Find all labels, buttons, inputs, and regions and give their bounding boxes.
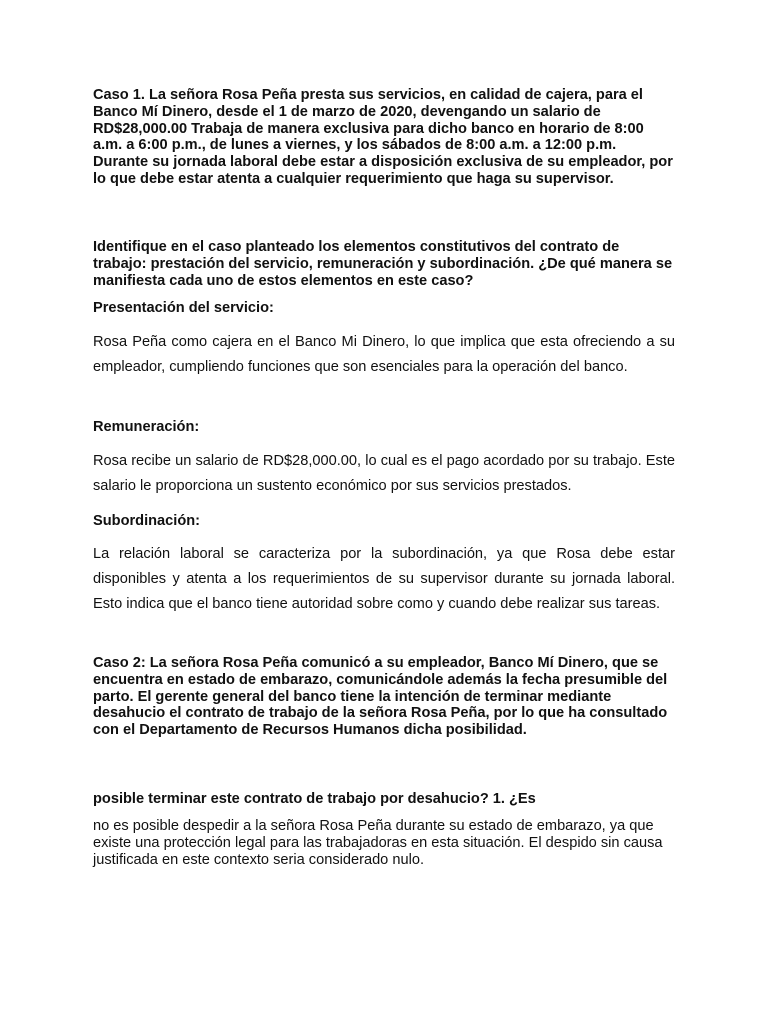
case-1-statement: Caso 1. La señora Rosa Peña presta sus servicios, en calidad de cajera, para el Banco Mí Dinero, desde el 1 de marzo de 2020, devengando un salario de RD$28,000.00 Trabaja de manera exclusiva para dicho banco en horario de 8:00 a.m. a 6:00 p.m., de lunes a viernes, y los sábados de 8:00 a.m. a 12:00 p.m. Durante su jornada laboral debe estar a disposición exclusiva de su empleador, por lo que debe estar atenta a cualquier requerimiento que haga su supervisor. xyxy=(93,87,673,187)
servicio-heading: Presentación del servicio: xyxy=(93,300,274,316)
question-2: posible terminar este contrato de trabajo por desahucio? 1. ¿Es xyxy=(93,791,536,807)
case-2-statement: Caso 2: La señora Rosa Peña comunicó a su empleador, Banco Mí Dinero, que se encuentra en estado de embarazo, comunicándole además la fecha presumible del parto. El gerente general del banco tiene la intención de terminar mediante desahucio el contrato de trabajo de la señora Rosa Peña, por lo que ha consultado con el Departamento de Recursos Humanos dicha posibilidad. xyxy=(93,655,668,739)
subordinacion-heading: Subordinación: xyxy=(93,513,201,529)
subordinacion-paragraph: La relación laboral se caracteriza por la subordinación, ya que Rosa debe estar disponibles y atenta a los requerimientos de su supervisor durante su jornada laboral. Esto indica que el banco tiene autoridad sobre como y cuando debe realizar sus tareas. xyxy=(93,546,675,612)
remuneracion-heading: Remuneración: xyxy=(93,419,200,435)
remuneracion-paragraph: Rosa recibe un salario de RD$28,000.00, lo cual es el pago acordado por su trabajo. Este salario le proporciona un sustento económico por sus servicios prestados. xyxy=(93,453,675,494)
question-2-answer: no es posible despedir a la señora Rosa Peña durante su estado de embarazo, ya que existe una protección legal para las trabajadoras en esta situación. El despido sin causa justificada en este contexto seria considerado nulo. xyxy=(93,818,663,868)
question-1: Identifique en el caso planteado los elementos constitutivos del contrato de trabajo: prestación del servicio, remuneración y subordinación. ¿De qué manera se manifiesta cada uno de estos elementos en este caso? xyxy=(93,239,673,289)
servicio-paragraph: Rosa Peña como cajera en el Banco Mi Dinero, lo que implica que esta ofreciendo a su empleador, cumpliendo funciones que son esenciales para la operación del banco. xyxy=(93,334,675,375)
